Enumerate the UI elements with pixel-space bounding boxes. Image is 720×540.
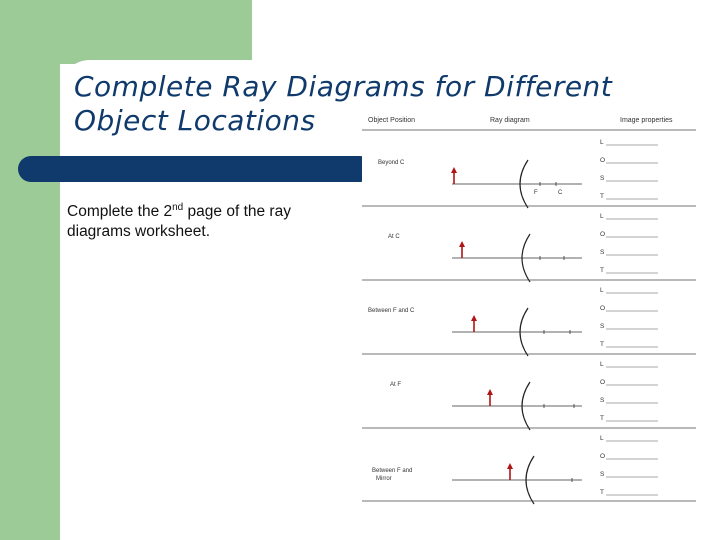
worksheet-drawing bbox=[362, 108, 696, 506]
object-position-label: At F bbox=[390, 382, 402, 388]
object-arrowhead bbox=[487, 389, 493, 395]
image-property-letter: S bbox=[600, 471, 605, 478]
image-property-letter: T bbox=[600, 267, 604, 274]
image-property-letter: T bbox=[600, 415, 604, 422]
object-arrowhead bbox=[451, 167, 457, 173]
image-property-letter: S bbox=[600, 249, 605, 256]
header-object-position: Object Position bbox=[368, 117, 416, 124]
image-property-letter: O bbox=[600, 231, 606, 238]
body-text-end: page of the ray diagrams worksheet. bbox=[67, 203, 291, 241]
body-text-superscript: nd bbox=[172, 202, 184, 213]
image-property-letter: O bbox=[600, 379, 606, 386]
title-underline-bar bbox=[18, 156, 373, 182]
image-property-letter: O bbox=[600, 453, 606, 460]
object-position-label: Between F and bbox=[372, 468, 413, 474]
ray-diagram-worksheet bbox=[362, 108, 696, 506]
object-position-label: Beyond C bbox=[378, 160, 405, 166]
image-property-letter: S bbox=[600, 397, 605, 404]
image-property-letter: O bbox=[600, 305, 606, 312]
image-property-letter: T bbox=[600, 193, 604, 200]
slide-title-line-2: Object Locations bbox=[74, 104, 316, 137]
green-side-strip bbox=[0, 0, 60, 540]
focal-point-label: F bbox=[534, 190, 538, 196]
body-text-start: Complete the 2 bbox=[67, 203, 173, 221]
image-property-letter: T bbox=[600, 489, 604, 496]
center-of-curvature-label: C bbox=[558, 190, 563, 196]
object-arrowhead bbox=[459, 241, 465, 247]
green-top-block bbox=[0, 0, 252, 64]
object-position-label: Between F and C bbox=[368, 308, 415, 314]
image-property-letter: L bbox=[600, 435, 604, 442]
header-image-properties: Image properties bbox=[620, 117, 673, 124]
worksheet-rows bbox=[362, 130, 696, 504]
object-arrowhead bbox=[471, 315, 477, 321]
slide-title-line-1: Complete Ray Diagrams for Different bbox=[74, 70, 613, 103]
image-property-letter: L bbox=[600, 213, 604, 220]
image-property-letter: L bbox=[600, 361, 604, 368]
image-property-letter: L bbox=[600, 287, 604, 294]
header-ray-diagram: Ray diagram bbox=[490, 117, 530, 124]
image-property-letter: S bbox=[600, 175, 605, 182]
image-property-letter: O bbox=[600, 157, 606, 164]
image-property-letter: S bbox=[600, 323, 605, 330]
slide-body-text bbox=[67, 198, 357, 242]
image-property-letter: L bbox=[600, 139, 604, 146]
object-position-label: Mirror bbox=[376, 476, 392, 482]
object-arrowhead bbox=[507, 463, 513, 469]
object-position-label: At C bbox=[388, 234, 400, 240]
image-property-letter: T bbox=[600, 341, 604, 348]
